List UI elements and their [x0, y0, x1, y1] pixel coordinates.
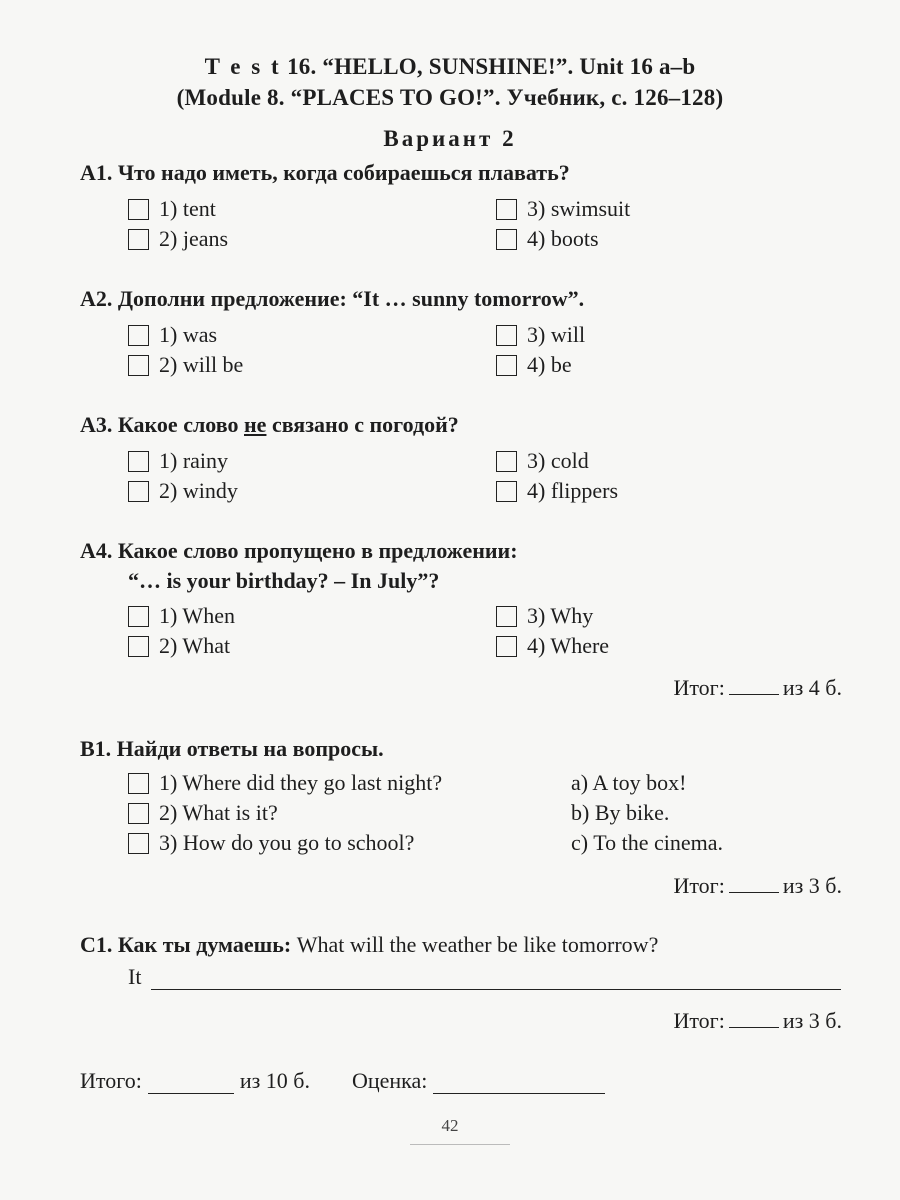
option-a4-4[interactable]: 4) Where	[496, 633, 609, 659]
option-a2-4[interactable]: 4) be	[496, 352, 572, 378]
option-a3-4[interactable]: 4) flippers	[496, 478, 618, 504]
checkbox[interactable]	[128, 606, 149, 627]
option-a2-3[interactable]: 3) will	[496, 322, 585, 348]
option-a1-4[interactable]: 4) boots	[496, 226, 599, 252]
page-number: 42	[441, 1116, 459, 1135]
question-a3: А3. Какое слово не связано с погодой?	[80, 412, 459, 437]
checkbox[interactable]	[128, 636, 149, 657]
option-a2-2[interactable]: 2) will be	[128, 352, 243, 378]
test-word: T e s t	[204, 54, 282, 79]
option-a4-3[interactable]: 3) Why	[496, 603, 593, 629]
score-blank[interactable]	[729, 874, 779, 893]
option-a1-2[interactable]: 2) jeans	[128, 226, 228, 252]
checkbox[interactable]	[128, 199, 149, 220]
question-c1: С1. Как ты думаешь: What will the weather be like tomorrow?	[80, 932, 659, 957]
score-blank[interactable]	[729, 1009, 779, 1028]
checkbox[interactable]	[496, 481, 517, 502]
option-a1-1[interactable]: 1) tent	[128, 196, 216, 222]
checkbox[interactable]	[496, 355, 517, 376]
b1-question-3[interactable]: 3) How do you go to school?	[128, 830, 414, 856]
variant-heading: Вариант 2	[383, 126, 517, 151]
question-a2: А2. Дополни предложение: “It … sunny tomorrow”.	[80, 286, 585, 311]
checkbox[interactable]	[128, 451, 149, 472]
total-c: Итог: из 3 б.	[673, 1008, 842, 1033]
b1-question-1[interactable]: 1) Where did they go last night?	[128, 770, 442, 796]
checkbox[interactable]	[496, 451, 517, 472]
checkbox[interactable]	[128, 803, 149, 824]
option-a3-3[interactable]: 3) cold	[496, 448, 589, 474]
question-a4-sentence: “… is your birthday? – In July”?	[128, 568, 440, 593]
question-a4: А4. Какое слово пропущено в предложении:	[80, 538, 518, 563]
score-blank[interactable]	[729, 676, 779, 695]
checkbox[interactable]	[496, 636, 517, 657]
b1-answer-b: b) By bike.	[571, 800, 670, 825]
checkbox[interactable]	[128, 355, 149, 376]
grade-blank[interactable]	[433, 1073, 605, 1094]
checkbox[interactable]	[128, 773, 149, 794]
checkbox[interactable]	[128, 481, 149, 502]
total-a: Итог: из 4 б.	[673, 675, 842, 700]
c1-answer-line[interactable]: It	[128, 964, 841, 990]
checkbox[interactable]	[496, 229, 517, 250]
final-total: Итого: из 10 б. Оценка:	[80, 1068, 605, 1094]
option-a1-3[interactable]: 3) swimsuit	[496, 196, 630, 222]
page-number-rule	[410, 1144, 510, 1145]
checkbox[interactable]	[496, 606, 517, 627]
b1-answer-c: c) To the cinema.	[571, 830, 723, 855]
option-a3-1[interactable]: 1) rainy	[128, 448, 228, 474]
b1-question-2[interactable]: 2) What is it?	[128, 800, 278, 826]
question-b1: В1. Найди ответы на вопросы.	[80, 736, 384, 761]
title-text: 16. “HELLO, SUNSHINE!”. Unit 16 a–b	[281, 54, 696, 79]
option-a3-2[interactable]: 2) windy	[128, 478, 238, 504]
checkbox[interactable]	[496, 199, 517, 220]
option-a4-2[interactable]: 2) What	[128, 633, 230, 659]
grade-label: Оценка:	[351, 1068, 428, 1093]
option-a4-1[interactable]: 1) When	[128, 603, 235, 629]
b1-answer-a: a) A toy box!	[571, 770, 687, 795]
test-title	[0, 54, 900, 80]
checkbox[interactable]	[128, 325, 149, 346]
checkbox[interactable]	[128, 833, 149, 854]
checkbox[interactable]	[496, 325, 517, 346]
question-a1: А1. Что надо иметь, когда собираешься плавать?	[80, 160, 570, 185]
checkbox[interactable]	[128, 229, 149, 250]
answer-blank[interactable]	[151, 967, 841, 990]
option-a2-1[interactable]: 1) was	[128, 322, 217, 348]
total-score-blank[interactable]	[148, 1073, 234, 1094]
total-b: Итог: из 3 б.	[673, 873, 842, 898]
test-subtitle: (Module 8. “PLACES TO GO!”. Учебник, с. 126–128)	[176, 85, 724, 110]
